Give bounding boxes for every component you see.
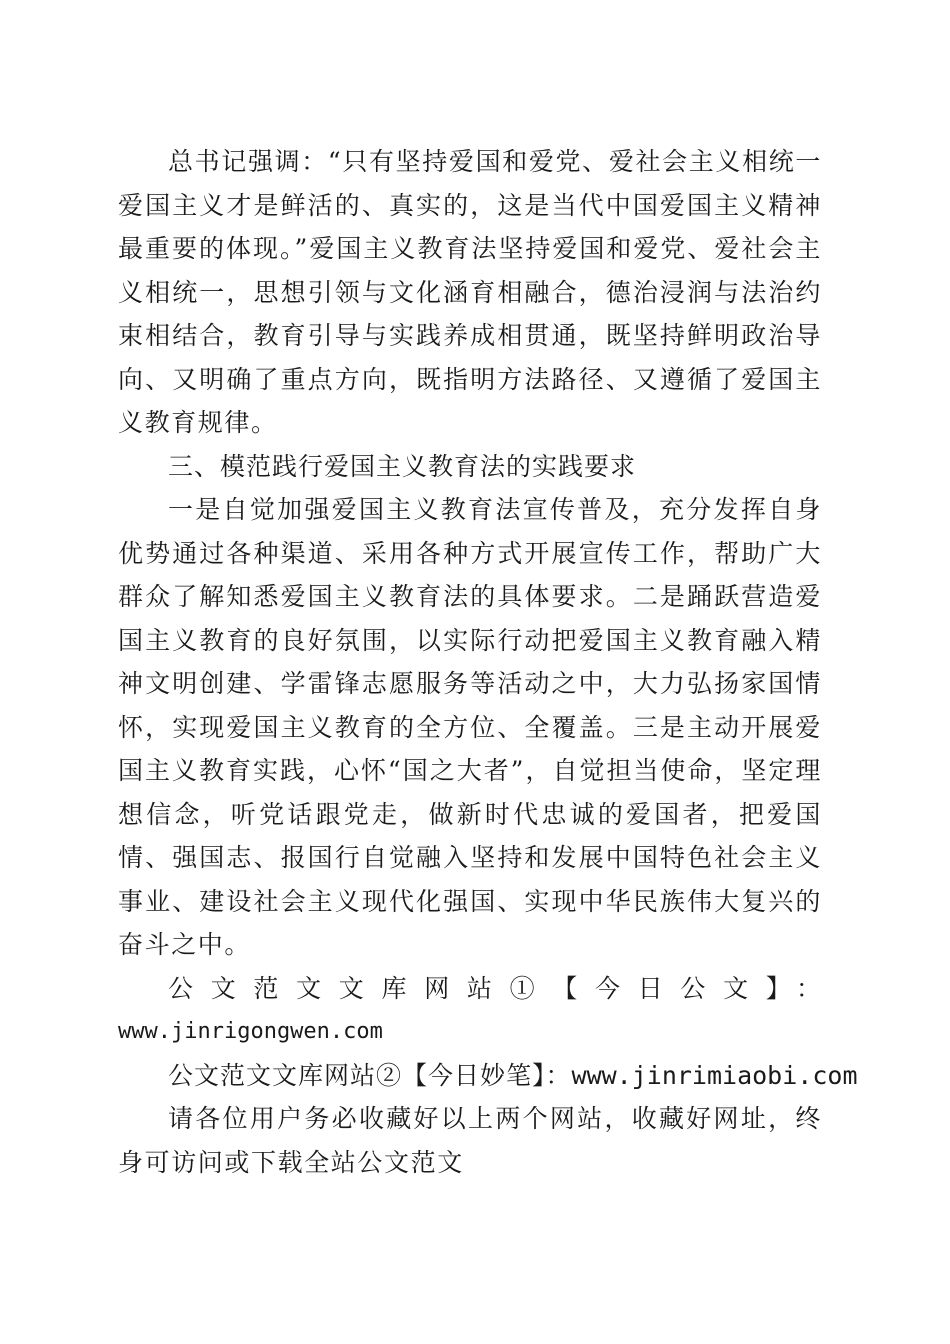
body-paragraph-2: 一是自觉加强爱国主义教育法宣传普及，充分发挥自身优势通过各种渠道、采用各种方式开展宣传工作，帮助广大群众了解知悉爱国主义教育法的具体要求。二是踊跃营造爱国主义教育的良好氛围，以实际行动把爱国主义教育融入精神文明创建、学雷锋志愿服务等活动之中，大力弘扬家国情怀，实现爱国主义教育的全方位、全覆盖。三是主动开展爱国主义教育实践，心怀“国之大者”，自觉担当使命，坚定理想信念，听党话跟党走，做新时代忠诚的爱国者，把爱国情、强国志、报国行自觉融入坚持和发展中国特色社会主义事业、建设社会主义现代化强国、实现中华民族伟大复兴的奋斗之中。 [118,495,822,959]
footer-site-2-url[interactable]: www.jinrimiaobi.com [571,1060,858,1090]
footer-site-2-label: 公文范文文库网站②【今日妙笔】： [168,1060,572,1090]
footer-notice: 请各位用户务必收藏好以上两个网站，收藏好网址，终身可访问或下载全站公文范文 [118,1104,822,1177]
body-paragraph-1: 总书记强调：“只有坚持爱国和爱党、爱社会主义相统一爱国主义才是鲜活的、真实的，这是当代中国爱国主义精神最重要的体现。”爱国主义教育法坚持爱国和爱党、爱社会主义相统一，思想引领与文化涵育相融合，德治浸润与法治约束相结合，教育引导与实践养成相贯通，既坚持鲜明政治导向、又明确了重点方向，既指明方法路径、又遵循了爱国主义教育规律。 [118,147,822,437]
footer-site-2 [118,1054,858,1098]
section-heading-3: 三、模范践行爱国主义教育法的实践要求 [168,451,637,481]
document-body [118,140,858,1184]
footer-site-1-url[interactable]: www.jinrigongwen.com [118,1019,383,1044]
footer-site-1-label: 公文范文文库网站①【今日公文】： [168,973,822,1003]
